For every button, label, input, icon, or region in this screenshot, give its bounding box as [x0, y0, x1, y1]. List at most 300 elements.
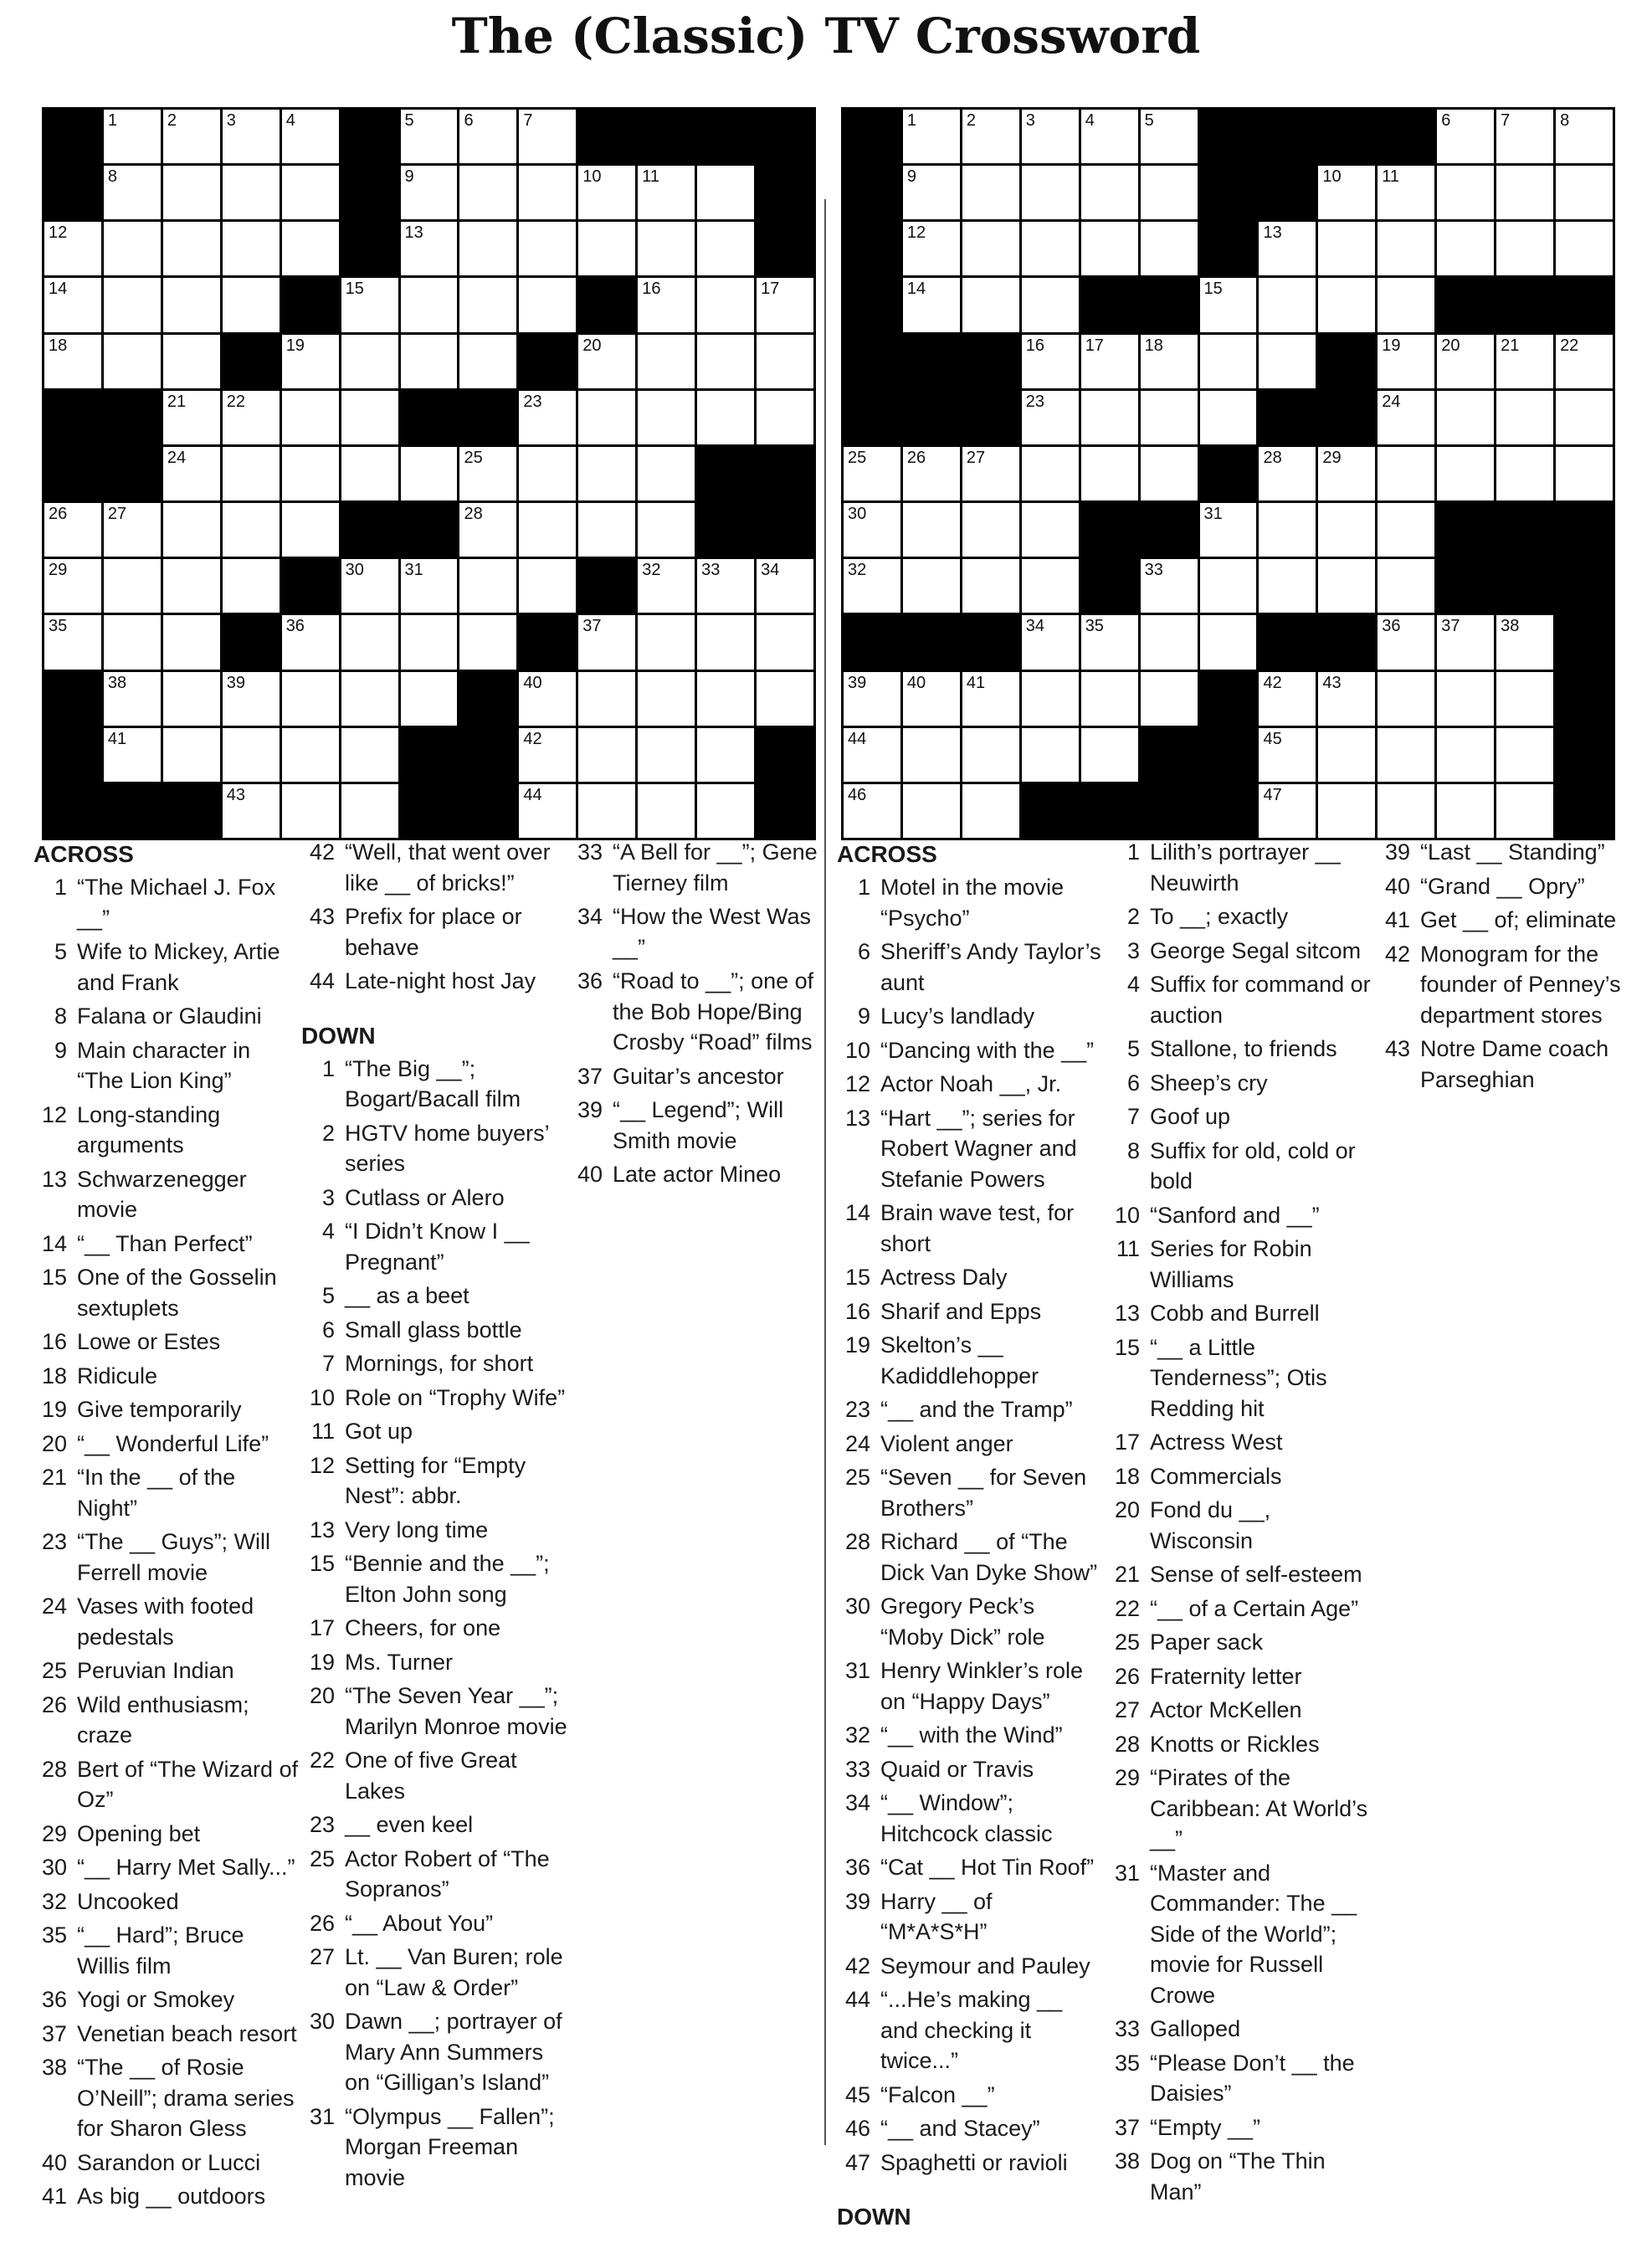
grid-cell[interactable] [1556, 222, 1613, 275]
grid-cell[interactable] [1496, 784, 1553, 838]
grid-cell[interactable] [1081, 110, 1138, 163]
grid-cell[interactable] [757, 615, 813, 669]
grid-cell[interactable] [1378, 278, 1434, 331]
grid-cell[interactable] [697, 278, 754, 331]
grid-cell[interactable] [844, 672, 900, 726]
clue-number: 30 [844, 1594, 870, 1619]
grid-cell[interactable] [1141, 447, 1198, 500]
grid-cell[interactable] [638, 615, 695, 669]
grid-cell[interactable] [282, 335, 339, 388]
grid-cell[interactable] [903, 110, 960, 163]
grid-cell[interactable] [163, 335, 220, 388]
grid-cell[interactable] [578, 728, 635, 782]
grid-cell[interactable] [341, 728, 398, 782]
grid-cell[interactable] [1378, 559, 1434, 613]
grid-cell[interactable] [401, 335, 458, 388]
clue-text: “A Bell for __”; Gene Tierney film [613, 839, 818, 896]
grid-cell[interactable] [519, 166, 576, 219]
clue-text: Yogi or Smokey [77, 1987, 235, 2012]
grid-cell[interactable] [223, 278, 280, 331]
grid-cell[interactable] [282, 447, 339, 500]
clue [301, 1183, 567, 1214]
grid-cell[interactable] [459, 222, 516, 275]
grid-cell[interactable] [459, 615, 516, 669]
black-square [757, 728, 813, 782]
clue-text: “Pirates of the Caribbean: At World’s __” [1150, 1765, 1368, 1851]
clue [837, 872, 1103, 933]
clue-number: 13 [41, 1166, 67, 1192]
grid-cell[interactable] [1141, 166, 1198, 219]
grid-cell[interactable] [459, 166, 516, 219]
grid-cell[interactable] [697, 335, 754, 388]
clue [33, 1819, 300, 1850]
grid-cell[interactable] [962, 166, 1019, 219]
grid-cell[interactable] [1259, 503, 1316, 557]
grid-cell[interactable] [1318, 278, 1375, 331]
cell-number: 10 [1322, 167, 1342, 187]
cell-number: 6 [1441, 111, 1451, 130]
grid-cell[interactable] [1200, 503, 1257, 557]
grid-cell[interactable] [163, 222, 220, 275]
grid-cell[interactable] [104, 278, 161, 331]
grid-cell[interactable] [1437, 615, 1494, 669]
grid-cell[interactable] [341, 615, 398, 669]
grid-cell[interactable] [757, 559, 813, 613]
grid-cell[interactable] [578, 166, 635, 219]
grid-cell[interactable] [638, 447, 695, 500]
grid-cell[interactable] [163, 503, 220, 557]
clue-number: 3 [1126, 937, 1140, 963]
grid-cell[interactable] [903, 784, 960, 838]
clue-number: 13 [309, 1517, 335, 1542]
grid-cell[interactable] [459, 335, 516, 388]
clue [1106, 1068, 1372, 1099]
grid-cell[interactable] [282, 728, 339, 782]
grid-cell[interactable] [282, 110, 339, 163]
grid-cell[interactable] [1081, 728, 1138, 782]
grid-cell[interactable] [844, 503, 900, 557]
grid-cell[interactable] [638, 503, 695, 557]
grid-cell[interactable] [1022, 503, 1079, 557]
grid-cell[interactable] [223, 391, 280, 444]
grid-cell[interactable] [1200, 278, 1257, 331]
grid-cell[interactable] [341, 391, 398, 444]
grid-cell[interactable] [519, 278, 576, 331]
black-square [1259, 110, 1316, 163]
grid-cell[interactable] [1081, 166, 1138, 219]
cell-number: 24 [1382, 392, 1401, 411]
clue-number: 34 [844, 1790, 870, 1815]
grid-cell[interactable] [1378, 335, 1434, 388]
grid-cell[interactable] [1141, 222, 1198, 275]
grid-cell[interactable] [223, 672, 280, 726]
grid-cell[interactable] [578, 503, 635, 557]
grid-cell[interactable] [519, 784, 576, 838]
grid-cell[interactable] [757, 335, 813, 388]
grid-cell[interactable] [1437, 166, 1494, 219]
grid-cell[interactable] [1259, 784, 1316, 838]
grid-cell[interactable] [223, 559, 280, 613]
grid-cell[interactable] [44, 335, 101, 388]
grid-cell[interactable] [519, 222, 576, 275]
grid-cell[interactable] [519, 503, 576, 557]
grid-cell[interactable] [459, 447, 516, 500]
grid-cell[interactable] [223, 784, 280, 838]
grid-cell[interactable] [1022, 278, 1079, 331]
grid-cell[interactable] [401, 222, 458, 275]
clue-text: “Seven __ for Seven Brothers” [880, 1465, 1087, 1521]
grid-cell[interactable] [903, 278, 960, 331]
grid-cell[interactable] [903, 503, 960, 557]
grid-cell[interactable] [1022, 335, 1079, 388]
grid-cell[interactable] [519, 728, 576, 782]
grid-cell[interactable] [1378, 391, 1434, 444]
grid-cell[interactable] [282, 222, 339, 275]
grid-cell[interactable] [638, 166, 695, 219]
grid-cell[interactable] [401, 278, 458, 331]
grid-cell[interactable] [844, 559, 900, 613]
grid-cell[interactable] [757, 672, 813, 726]
grid-cell[interactable] [44, 615, 101, 669]
grid-cell[interactable] [578, 222, 635, 275]
grid-cell[interactable] [1022, 166, 1079, 219]
clue [301, 837, 567, 898]
grid-cell[interactable] [1437, 391, 1494, 444]
grid-cell[interactable] [697, 559, 754, 613]
grid-cell[interactable] [1437, 335, 1494, 388]
grid-cell[interactable] [223, 110, 280, 163]
cell-number: 43 [226, 785, 246, 804]
grid-cell[interactable] [1378, 728, 1434, 782]
grid-cell[interactable] [962, 447, 1019, 500]
cell-number: 46 [848, 785, 867, 804]
grid-cell[interactable] [459, 559, 516, 613]
grid-cell[interactable] [1318, 728, 1375, 782]
grid-cell[interactable] [1259, 559, 1316, 613]
grid-cell[interactable] [282, 672, 339, 726]
grid-cell[interactable] [578, 784, 635, 838]
grid-cell[interactable] [1081, 391, 1138, 444]
clue [301, 2006, 567, 2098]
clue-text: “Please Don’t __ the Daisies” [1150, 2050, 1355, 2106]
grid-cell[interactable] [1022, 728, 1079, 782]
grid-cell[interactable] [44, 222, 101, 275]
grid-cell[interactable] [757, 391, 813, 444]
grid-cell[interactable] [1437, 784, 1494, 838]
grid-cell[interactable] [1081, 615, 1138, 669]
grid-cell[interactable] [1496, 110, 1553, 163]
grid-cell[interactable] [1556, 335, 1613, 388]
grid-cell[interactable] [578, 447, 635, 500]
grid-cell[interactable] [163, 447, 220, 500]
grid-cell[interactable] [163, 166, 220, 219]
grid-cell[interactable] [104, 559, 161, 613]
grid-cell[interactable] [223, 447, 280, 500]
black-square [757, 166, 813, 219]
grid-cell[interactable] [1022, 672, 1079, 726]
grid-cell[interactable] [903, 166, 960, 219]
grid-cell[interactable] [1200, 335, 1257, 388]
grid-cell[interactable] [962, 672, 1019, 726]
grid-cell[interactable] [1141, 559, 1198, 613]
grid-cell[interactable] [1556, 447, 1613, 500]
grid-cell[interactable] [459, 110, 516, 163]
grid-cell[interactable] [697, 222, 754, 275]
grid-cell[interactable] [104, 335, 161, 388]
grid-cell[interactable] [282, 391, 339, 444]
clue-text: Give temporarily [77, 1397, 242, 1422]
cell-number: 29 [1322, 448, 1342, 467]
grid-cell[interactable] [401, 447, 458, 500]
grid-cell[interactable] [1496, 391, 1553, 444]
grid-cell[interactable] [962, 784, 1019, 838]
clue-number: 9 [857, 1003, 870, 1029]
grid-cell[interactable] [578, 335, 635, 388]
grid-cell[interactable] [1081, 447, 1138, 500]
grid-cell[interactable] [757, 278, 813, 331]
grid-cell[interactable] [697, 728, 754, 782]
grid-cell[interactable] [1081, 335, 1138, 388]
grid-cell[interactable] [962, 222, 1019, 275]
grid-cell[interactable] [519, 110, 576, 163]
grid-cell[interactable] [44, 278, 101, 331]
grid-cell[interactable] [104, 222, 161, 275]
grid-cell[interactable] [1437, 222, 1494, 275]
grid-cell[interactable] [1022, 447, 1079, 500]
grid-cell[interactable] [104, 728, 161, 782]
grid-cell[interactable] [519, 391, 576, 444]
grid-cell[interactable] [1496, 166, 1553, 219]
grid-cell[interactable] [962, 559, 1019, 613]
grid-cell[interactable] [844, 728, 900, 782]
grid-cell[interactable] [638, 335, 695, 388]
clue-number: 1 [1126, 839, 1140, 865]
grid-cell[interactable] [519, 447, 576, 500]
grid-cell[interactable] [1378, 166, 1434, 219]
grid-cell[interactable] [341, 278, 398, 331]
grid-cell[interactable] [1496, 728, 1553, 782]
cell-number: 12 [49, 223, 68, 243]
cell-number: 30 [345, 561, 364, 580]
grid-cell[interactable] [163, 672, 220, 726]
grid-cell[interactable] [903, 222, 960, 275]
grid-cell[interactable] [223, 222, 280, 275]
grid-cell[interactable] [903, 728, 960, 782]
clue-text: Spaghetti or ravioli [880, 2149, 1068, 2175]
clue-number: 28 [844, 1529, 870, 1554]
grid-cell[interactable] [1318, 503, 1375, 557]
clue-text: “Empty __” [1150, 2114, 1261, 2140]
grid-cell[interactable] [697, 784, 754, 838]
cell-number: 28 [1263, 448, 1282, 467]
grid-cell[interactable] [1141, 335, 1198, 388]
grid-cell[interactable] [1378, 447, 1434, 500]
grid-cell[interactable] [1141, 110, 1198, 163]
clue-text: Suffix for old, cold or bold [1150, 1137, 1356, 1193]
grid-cell[interactable] [578, 672, 635, 726]
grid-cell[interactable] [1556, 391, 1613, 444]
grid-cell[interactable] [903, 447, 960, 500]
grid-cell[interactable] [1378, 615, 1434, 669]
grid-cell[interactable] [1318, 559, 1375, 613]
grid-cell[interactable] [1378, 784, 1434, 838]
grid-cell[interactable] [1141, 615, 1198, 669]
grid-cell[interactable] [1378, 222, 1434, 275]
grid-cell[interactable] [962, 110, 1019, 163]
grid-cell[interactable] [223, 503, 280, 557]
cell-number: 9 [906, 167, 917, 187]
clue [1377, 1034, 1624, 1095]
grid-cell[interactable] [1022, 559, 1079, 613]
grid-cell[interactable] [163, 559, 220, 613]
grid-cell[interactable] [459, 503, 516, 557]
grid-cell[interactable] [1496, 672, 1553, 726]
grid-cell[interactable] [104, 615, 161, 669]
grid-cell[interactable] [638, 278, 695, 331]
grid-cell[interactable] [844, 784, 900, 838]
clue [1106, 1729, 1372, 1760]
grid-cell[interactable] [104, 672, 161, 726]
puzzle-title: The (Classic) TV Crossword [451, 8, 1201, 64]
grid-cell[interactable] [341, 784, 398, 838]
grid-cell[interactable] [844, 447, 900, 500]
grid-cell[interactable] [341, 335, 398, 388]
grid-cell[interactable] [697, 672, 754, 726]
grid-cell[interactable] [401, 166, 458, 219]
grid-cell[interactable] [1496, 335, 1553, 388]
grid-cell[interactable] [638, 672, 695, 726]
grid-cell[interactable] [282, 166, 339, 219]
grid-cell[interactable] [1437, 110, 1494, 163]
grid-cell[interactable] [104, 166, 161, 219]
grid-cell[interactable] [1259, 278, 1316, 331]
grid-cell[interactable] [104, 503, 161, 557]
grid-cell[interactable] [401, 110, 458, 163]
grid-cell[interactable] [104, 110, 161, 163]
grid-cell[interactable] [1141, 672, 1198, 726]
grid-cell[interactable] [1496, 447, 1553, 500]
grid-cell[interactable] [962, 728, 1019, 782]
grid-cell[interactable] [1022, 222, 1079, 275]
grid-cell[interactable] [1259, 672, 1316, 726]
grid-cell[interactable] [697, 391, 754, 444]
grid-cell[interactable] [1259, 728, 1316, 782]
grid-cell[interactable] [1496, 222, 1553, 275]
grid-cell[interactable] [962, 503, 1019, 557]
grid-cell[interactable] [1022, 615, 1079, 669]
grid-cell[interactable] [1437, 728, 1494, 782]
clue-text: “Cat __ Hot Tin Roof” [880, 1855, 1095, 1880]
black-square [163, 784, 220, 838]
grid-cell[interactable] [163, 728, 220, 782]
grid-cell[interactable] [1022, 110, 1079, 163]
grid-cell[interactable] [1200, 391, 1257, 444]
grid-cell[interactable] [1556, 166, 1613, 219]
clue-column [569, 837, 820, 2235]
grid-cell[interactable] [341, 447, 398, 500]
grid-cell[interactable] [1259, 335, 1316, 388]
grid-cell[interactable] [163, 110, 220, 163]
grid-cell[interactable] [1437, 672, 1494, 726]
grid-cell[interactable] [282, 615, 339, 669]
grid-cell[interactable] [578, 391, 635, 444]
clue [1377, 939, 1624, 1031]
clue-number: 15 [1114, 1334, 1140, 1360]
grid-cell[interactable] [638, 222, 695, 275]
grid-cell[interactable] [1259, 447, 1316, 500]
grid-cell[interactable] [163, 391, 220, 444]
cell-number: 25 [848, 448, 867, 467]
clue-text: “...He’s making __ and checking it twice...” [880, 1987, 1063, 2073]
clue-text: “The __ of Rosie O’Neill”; drama series for Sharon Gless [77, 2055, 295, 2141]
grid-cell[interactable] [903, 559, 960, 613]
grid-cell[interactable] [163, 615, 220, 669]
grid-cell[interactable] [1081, 222, 1138, 275]
grid-cell[interactable] [282, 503, 339, 557]
grid-cell[interactable] [1318, 166, 1375, 219]
grid-cell[interactable] [401, 615, 458, 669]
grid-cell[interactable] [1556, 110, 1613, 163]
grid-cell[interactable] [638, 728, 695, 782]
black-square [757, 503, 813, 557]
grid-cell[interactable] [1200, 559, 1257, 613]
grid-cell[interactable] [282, 784, 339, 838]
grid-cell[interactable] [697, 615, 754, 669]
grid-cell[interactable] [1378, 503, 1434, 557]
grid-cell[interactable] [1259, 222, 1316, 275]
cell-number: 40 [906, 673, 926, 692]
grid-cell[interactable] [341, 672, 398, 726]
black-square [1081, 559, 1138, 613]
grid-cell[interactable] [638, 559, 695, 613]
grid-cell[interactable] [1318, 222, 1375, 275]
grid-cell[interactable] [401, 559, 458, 613]
clue-text: Commercials [1150, 1463, 1282, 1489]
grid-cell[interactable] [638, 784, 695, 838]
grid-cell[interactable] [519, 672, 576, 726]
grid-cell[interactable] [903, 672, 960, 726]
grid-cell[interactable] [1437, 447, 1494, 500]
grid-cell[interactable] [1318, 672, 1375, 726]
grid-cell[interactable] [578, 615, 635, 669]
grid-cell[interactable] [341, 559, 398, 613]
grid-cell[interactable] [401, 672, 458, 726]
grid-cell[interactable] [697, 166, 754, 219]
grid-cell[interactable] [223, 166, 280, 219]
grid-cell[interactable] [638, 391, 695, 444]
grid-cell[interactable] [163, 278, 220, 331]
black-square [1437, 559, 1494, 613]
grid-cell[interactable] [1022, 391, 1079, 444]
grid-cell[interactable] [44, 503, 101, 557]
grid-cell[interactable] [459, 278, 516, 331]
grid-cell[interactable] [1141, 391, 1198, 444]
grid-cell[interactable] [1318, 784, 1375, 838]
grid-cell[interactable] [962, 278, 1019, 331]
grid-cell[interactable] [1318, 447, 1375, 500]
grid-cell[interactable] [1496, 615, 1553, 669]
grid-cell[interactable] [223, 728, 280, 782]
grid-cell[interactable] [44, 559, 101, 613]
clue-text: __ as a beet [345, 1283, 469, 1308]
clue-number: 11 [310, 1419, 335, 1444]
black-square [757, 784, 813, 838]
grid-cell[interactable] [519, 559, 576, 613]
grid-cell[interactable] [1200, 615, 1257, 669]
grid-cell[interactable] [1081, 672, 1138, 726]
grid-cell[interactable] [1378, 672, 1434, 726]
cell-number: 19 [1382, 336, 1401, 355]
